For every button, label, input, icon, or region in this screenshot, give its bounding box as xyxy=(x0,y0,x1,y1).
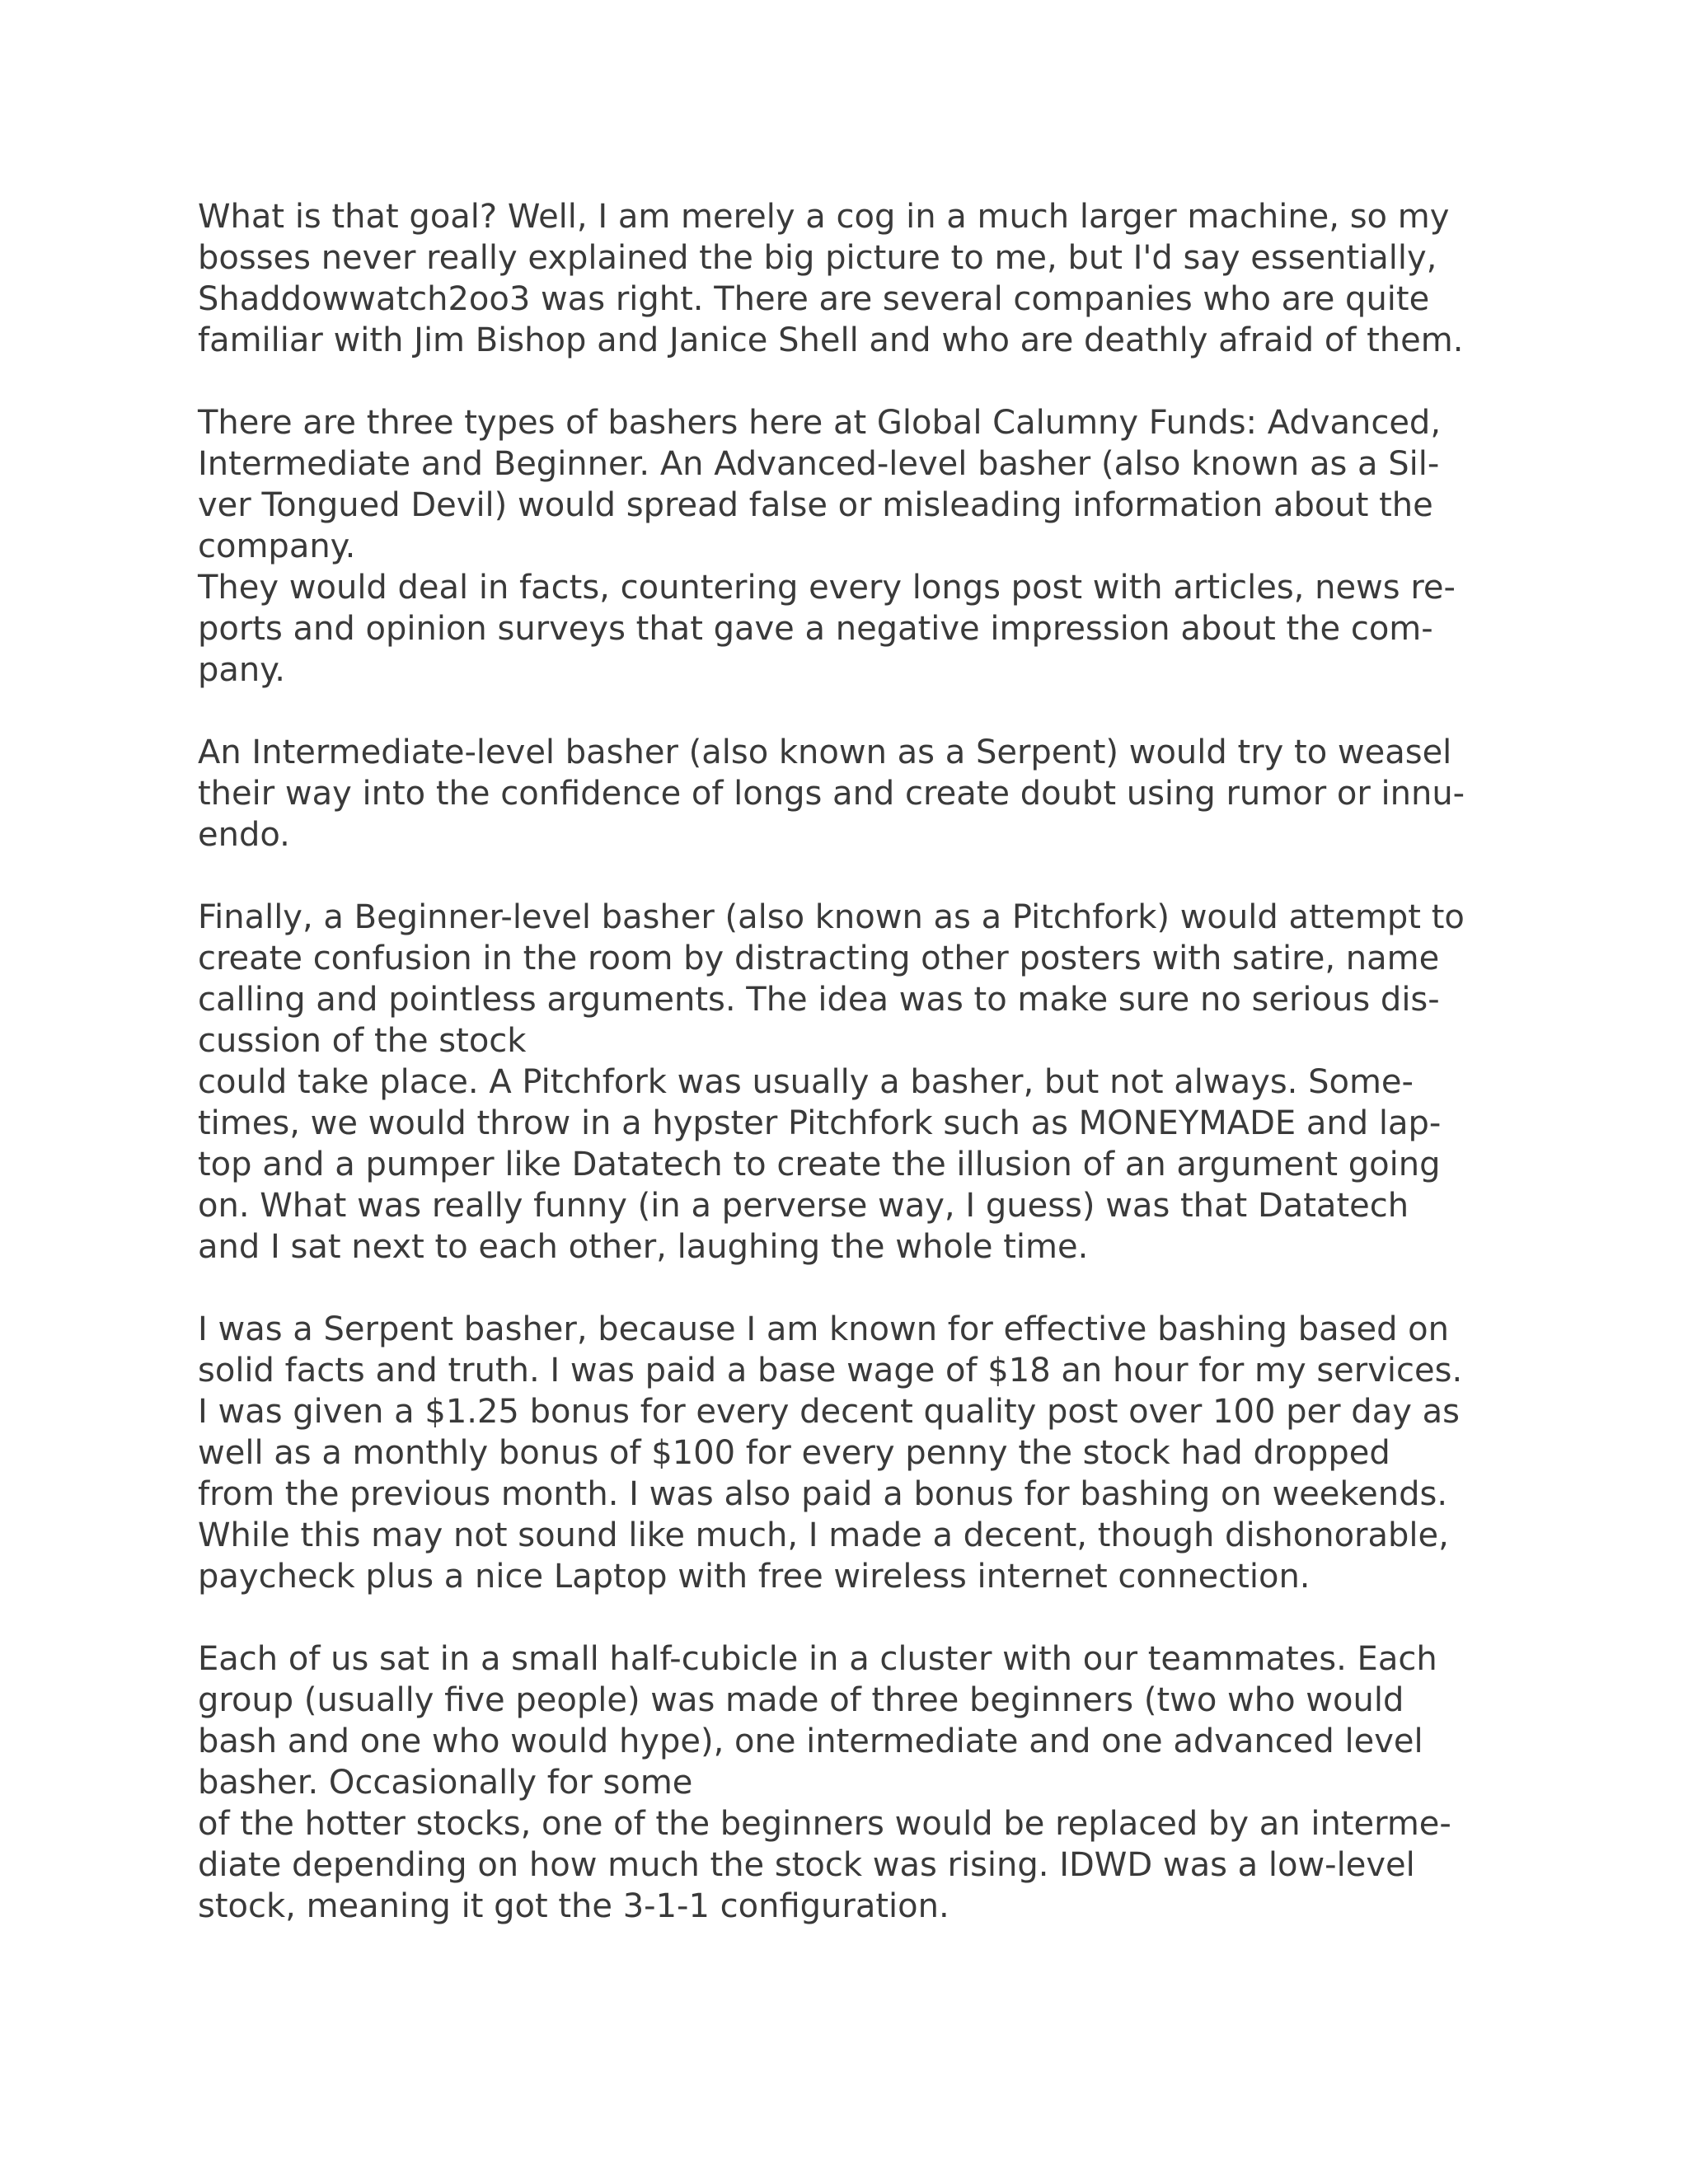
text-line: paycheck plus a nice Laptop with free wireless internet connection. xyxy=(198,1558,1311,1596)
paragraph-serpent xyxy=(198,1309,1533,1597)
text-line: There are three types of bashers here at Global Calumny Funds: Advanced, xyxy=(198,404,1442,442)
paragraph-beginner xyxy=(198,897,1533,1268)
text-line: I was a Serpent basher, because I am known for effective bashing based on xyxy=(198,1310,1450,1348)
text-line: of the hotter stocks, one of the beginners would be replaced by an interme- xyxy=(198,1805,1451,1843)
paragraph-cubicles xyxy=(198,1638,1533,1927)
text-line: While this may not sound like much, I made a decent, though dishonorable, xyxy=(198,1516,1449,1554)
text-line: bash and one who would hype), one intermediate and one advanced level xyxy=(198,1722,1423,1760)
text-line: their way into the confidence of longs and create doubt using rumor or innu- xyxy=(198,775,1465,813)
text-line: ports and opinion surveys that gave a negative impression about the com- xyxy=(198,610,1433,648)
text-line: Finally, a Beginner-level basher (also known as a Pitchfork) would attempt to xyxy=(198,898,1465,936)
text-line: times, we would throw in a hypster Pitchfork such as MONEYMADE and lap- xyxy=(198,1104,1442,1142)
text-line: group (usually five people) was made of three beginners (two who would xyxy=(198,1681,1404,1719)
text-line: solid facts and truth. I was paid a base wage of $18 an hour for my services. xyxy=(198,1352,1463,1390)
text-line: Each of us sat in a small half-cubicle in a cluster with our teammates. Each xyxy=(198,1640,1437,1678)
paragraph-basher-types xyxy=(198,402,1533,691)
text-line: top and a pumper like Datatech to create the illusion of an argument going xyxy=(198,1146,1441,1183)
text-line: create confusion in the room by distracting other posters with satire, name xyxy=(198,940,1440,977)
text-line: endo. xyxy=(198,816,290,854)
text-line: Shaddowwatch2oo3 was right. There are several companies who are quite xyxy=(198,280,1430,318)
text-line: What is that goal? Well, I am merely a cog in a much larger machine, so my xyxy=(198,198,1450,236)
text-line: They would deal in facts, countering every longs post with articles, news re- xyxy=(198,569,1456,607)
text-line: bosses never really explained the big picture to me, but I'd say essentially, xyxy=(198,239,1437,277)
text-line: and I sat next to each other, laughing the whole time. xyxy=(198,1228,1089,1266)
text-line: familiar with Jim Bishop and Janice Shell and who are deathly afraid of them. xyxy=(198,321,1464,359)
paragraph-intermediate xyxy=(198,732,1533,855)
document-body xyxy=(198,196,1533,1968)
text-line: could take place. A Pitchfork was usually a basher, but not always. Some- xyxy=(198,1063,1414,1101)
text-line: well as a monthly bonus of $100 for every penny the stock had dropped xyxy=(198,1434,1390,1472)
text-line: cussion of the stock xyxy=(198,1022,527,1060)
text-line: calling and pointless arguments. The idea was to make sure no serious dis- xyxy=(198,981,1440,1019)
text-line: I was given a $1.25 bonus for every decent quality post over 100 per day as xyxy=(198,1393,1460,1431)
text-line: basher. Occasionally for some xyxy=(198,1764,693,1802)
text-line: ver Tongued Devil) would spread false or misleading information about the xyxy=(198,486,1433,524)
text-line: from the previous month. I was also paid a bonus for bashing on weekends. xyxy=(198,1475,1448,1513)
text-line: Intermediate and Beginner. An Advanced-level basher (also known as a Sil- xyxy=(198,445,1440,483)
text-line: on. What was really funny (in a perverse way, I guess) was that Datatech xyxy=(198,1187,1409,1225)
text-line: company. xyxy=(198,527,356,565)
paragraph-goal xyxy=(198,196,1533,361)
text-line: stock, meaning it got the 3-1-1 configuration. xyxy=(198,1887,950,1925)
text-line: diate depending on how much the stock was rising. IDWD was a low-level xyxy=(198,1846,1415,1884)
text-line: An Intermediate-level basher (also known as a Serpent) would try to weasel xyxy=(198,733,1452,771)
text-line: pany. xyxy=(198,651,285,689)
